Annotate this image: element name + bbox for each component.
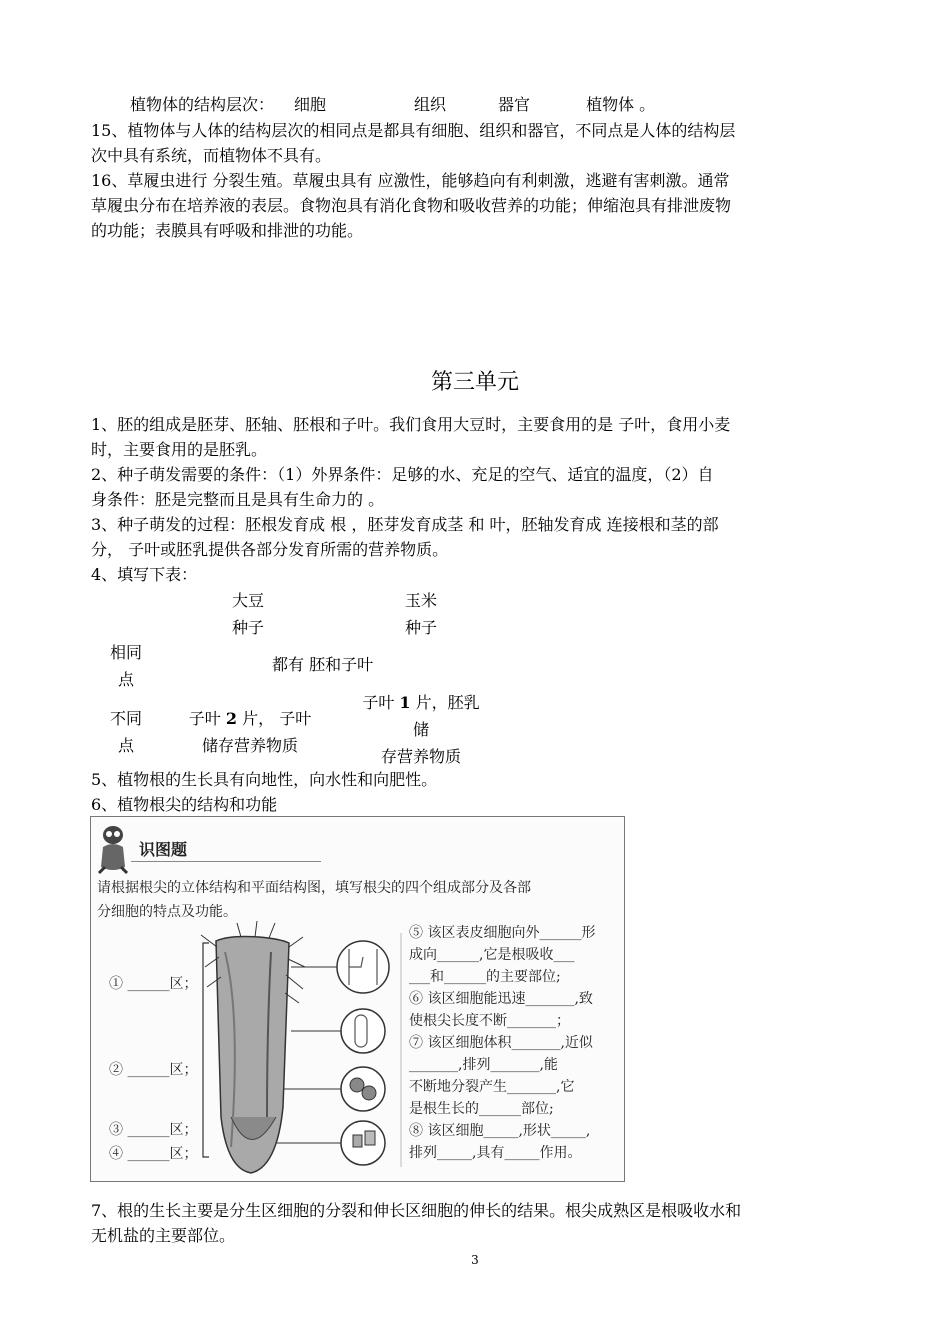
q5-line: 5、植物根的生长具有向地性，向水性和向肥性。 bbox=[91, 770, 438, 789]
q7-line: 无机盐的主要部位。 bbox=[91, 1226, 236, 1245]
region-label-3: ③ ______区； bbox=[109, 1122, 198, 1138]
page-number: 3 bbox=[471, 1253, 479, 1267]
hierarchy-item: 组织 bbox=[414, 95, 447, 114]
table-header-corn: 玉米 种子 bbox=[404, 591, 437, 637]
table-cell-same: 都有 胚和子叶 bbox=[272, 655, 374, 674]
unit-title: 第三单元 bbox=[430, 370, 519, 395]
region-description: 使根尖长度不断_______； bbox=[409, 1013, 570, 1029]
table-cell-corn-diff: 子叶 1 片，胚乳 储 存营养物质 bbox=[362, 693, 480, 766]
region-description: ⑥ 该区细胞能迅速_______,致 bbox=[409, 991, 593, 1007]
region-description: ⑦ 该区细胞体积_______,近似 bbox=[409, 1035, 593, 1051]
region-label-1: ① ______区； bbox=[109, 976, 198, 992]
q1-line: 时，主要食用的是胚乳。 bbox=[91, 440, 268, 459]
q4-line: 4、填写下表： bbox=[91, 565, 198, 584]
q15-line: 次中具有系统，而植物体不具有。 bbox=[91, 146, 332, 165]
region-label-2: ② ______区； bbox=[109, 1062, 198, 1078]
q6-line: 6、植物根尖的结构和功能 bbox=[91, 795, 278, 814]
q16-line: 草履虫分布在培养液的表层。食物泡具有消化食物和吸收营养的功能；伸缩泡具有排泄废物 bbox=[91, 196, 732, 215]
region-description: 是根生长的______部位; bbox=[409, 1101, 554, 1117]
q16-line: 16、草履虫进行 分裂生殖。草履虫具有 应激性，能够趋向有利刺激，逃避有害刺激。通常 bbox=[91, 171, 730, 190]
hierarchy-item: 细胞 bbox=[294, 95, 327, 114]
figure-intro: 分细胞的特点及功能。 bbox=[97, 904, 237, 920]
hierarchy-item: 植物体 。 bbox=[586, 95, 656, 114]
table-cell-soybean-diff: 子叶 2 片， 子叶 储存营养物质 bbox=[188, 709, 312, 755]
root-tip-figure bbox=[90, 816, 625, 1182]
q15-line: 15、植物体与人体的结构层次的相同点是都具有细胞、组织和器官，不同点是人体的结构层 bbox=[91, 121, 736, 140]
region-label-4: ④ ______区； bbox=[109, 1146, 198, 1162]
q7-line: 7、根的生长主要是分生区细胞的分裂和伸长区细胞的伸长的结果。根尖成熟区是根吸收水和 bbox=[91, 1201, 742, 1220]
figure-intro: 请根据根尖的立体结构和平面结构图，填写根尖的四个组成部分及各部 bbox=[97, 880, 531, 896]
q2-line: 身条件：胚是完整而且是具有生命力的 。 bbox=[91, 490, 385, 509]
region-description: 排列_____,具有_____作用。 bbox=[409, 1145, 582, 1161]
table-header-soybean: 大豆 种子 bbox=[231, 591, 264, 637]
q16-line: 的功能；表膜具有呼吸和排泄的功能。 bbox=[91, 221, 364, 240]
table-row-diff-label: 不同 点 bbox=[109, 709, 142, 755]
region-description: ⑧ 该区细胞_____,形状_____, bbox=[409, 1123, 591, 1139]
q3-line: 分， 子叶或胚乳提供各部分发育所需的营养物质。 bbox=[91, 540, 449, 559]
q2-line: 2、种子萌发需要的条件：（1）外界条件：足够的水、充足的空气、适宜的温度，（2）自 bbox=[91, 465, 714, 484]
region-description: ⑤ 该区表皮细胞向外______形 bbox=[409, 925, 596, 941]
structure-hierarchy-line bbox=[130, 92, 655, 115]
hierarchy-item: 器官 bbox=[498, 95, 531, 114]
table-row-same-label: 相同 点 bbox=[109, 643, 142, 689]
q3-line: 3、种子萌发的过程：胚根发育成 根 ，胚芽发育成茎 和 叶，胚轴发育成 连接根和茎的部 bbox=[91, 515, 719, 534]
figure-header: 识图题 bbox=[139, 840, 188, 859]
region-description: 成向______,它是根吸收___ bbox=[409, 947, 575, 963]
region-description: 不断地分裂产生_______,它 bbox=[409, 1079, 575, 1095]
region-description: ___和______的主要部位; bbox=[409, 969, 561, 985]
q1-line: 1、胚的组成是胚芽、胚轴、胚根和子叶。我们食用大豆时，主要食用的是 子叶，食用小麦 bbox=[91, 415, 731, 434]
hierarchy-label: 植物体的结构层次： bbox=[130, 95, 275, 114]
region-description: _______,排列_______,能 bbox=[409, 1057, 558, 1073]
